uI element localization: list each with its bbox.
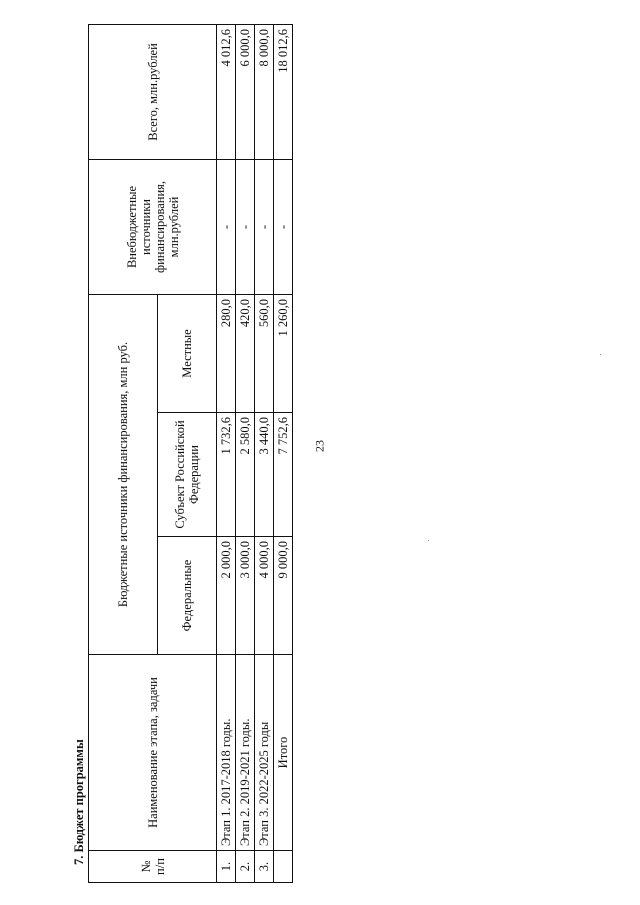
row-extra: - — [255, 159, 274, 294]
row-num: 3. — [255, 851, 274, 883]
header-total: Всего, млн.рублей — [89, 24, 217, 159]
budget-table — [88, 24, 293, 883]
row-name: Этап 2. 2019-2021 годы. — [236, 655, 255, 851]
row-subject: 2 580,0 — [236, 413, 255, 537]
row-extra: - — [236, 159, 255, 294]
row-federal: 4 000,0 — [255, 537, 274, 655]
row-federal: 3 000,0 — [236, 537, 255, 655]
row-local: 420,0 — [236, 294, 255, 412]
row-name: Этап 1. 2017-2018 годы. — [217, 655, 236, 851]
row-total: 6 000,0 — [236, 24, 255, 159]
header-name: Наименование этапа, задачи — [89, 655, 217, 851]
table-row — [236, 24, 255, 882]
row-num: 1. — [217, 851, 236, 883]
row-federal: 2 000,0 — [217, 537, 236, 655]
row-total: 4 012,6 — [217, 24, 236, 159]
row-local: 560,0 — [255, 294, 274, 412]
total-total: 18 012,6 — [274, 24, 293, 159]
total-label: Итого — [274, 655, 293, 851]
row-total: 8 000,0 — [255, 24, 274, 159]
row-extra: - — [217, 159, 236, 294]
header-budget-group: Бюджетные источники финансирования, млн руб. — [89, 294, 158, 654]
row-local: 280,0 — [217, 294, 236, 412]
scan-speck — [600, 354, 601, 355]
row-subject: 3 440,0 — [255, 413, 274, 537]
section-title: 7. Бюджет программы — [72, 739, 86, 865]
row-subject: 1 732,6 — [217, 413, 236, 537]
scan-speck — [428, 540, 429, 541]
header-extra: Внебюджетные источники финансирования, млн.рублей — [89, 159, 217, 294]
table-row — [255, 24, 274, 882]
header-subject: Субъект Российской Федерации — [158, 413, 217, 537]
header-federal: Федеральные — [158, 537, 217, 655]
row-name: Этап 3. 2022-2025 годы — [255, 655, 274, 851]
total-local: 1 260,0 — [274, 294, 293, 412]
total-federal: 9 000,0 — [274, 537, 293, 655]
header-local: Местные — [158, 294, 217, 412]
table-total-row — [274, 24, 293, 882]
total-num-empty — [274, 851, 293, 883]
row-num: 2. — [236, 851, 255, 883]
total-extra: - — [274, 159, 293, 294]
header-num: № п/п — [89, 851, 217, 883]
total-subject: 7 752,6 — [274, 413, 293, 537]
table-row — [217, 24, 236, 882]
page-number: 23 — [312, 440, 327, 452]
